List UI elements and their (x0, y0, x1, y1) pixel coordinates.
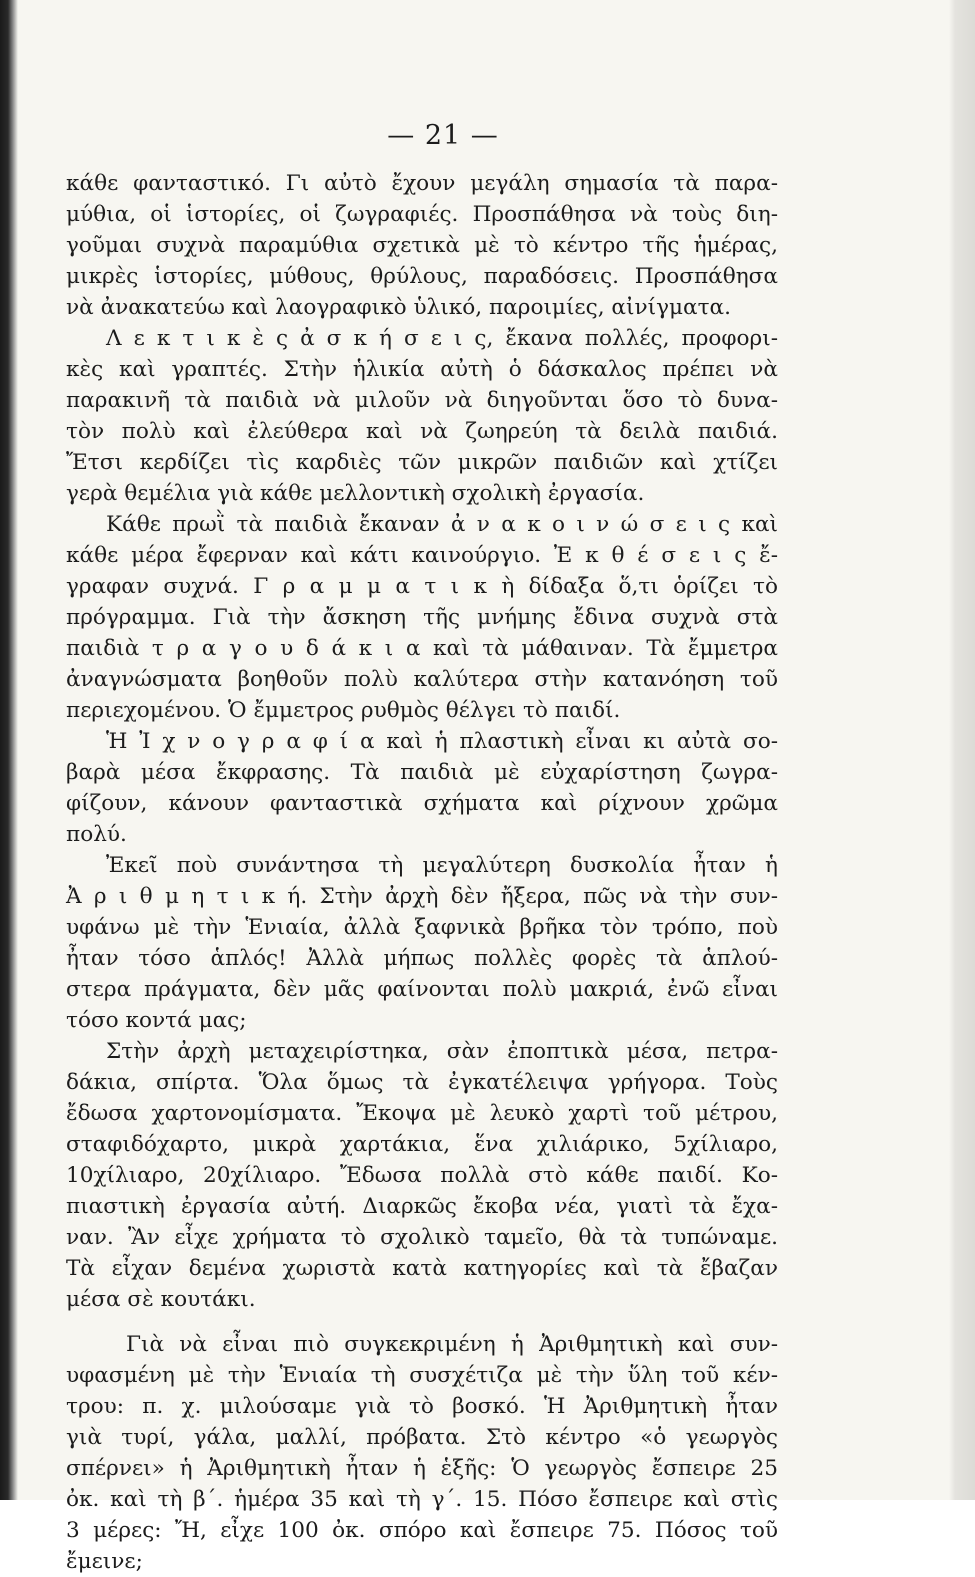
text-line: Ἐκεῖ ποὺ συνάντησα τὴ μεγαλύτερη δυσκολία ἦταν ἡ (106, 853, 778, 878)
text-line: τὸν πολὺ καὶ ἐλεύθερα καὶ νὰ ζωηρεύη τὰ δειλὰ παιδιά. (66, 419, 778, 444)
text-line: τρου: π. χ. μιλούσαμε γιὰ τὸ βοσκό. Ἡ Ἀριθμητικὴ ἦταν (66, 1394, 778, 1419)
text-line: πρόγραμμα. Γιὰ τὴν ἄσκηση τῆς μνήμης ἔδινα συχνὰ στὰ (66, 605, 778, 630)
text-line: μικρὲς ἱστορίες, μύθους, θρύλους, παραδόσεις. Προσπάθησα (66, 264, 778, 289)
text-line: Κάθε πρωῒ τὰ παιδιὰ ἔκαναν ἀ ν α κ ο ι ν ώ σ ε ι ς καὶ (106, 512, 778, 537)
scan-edge-right (949, 0, 975, 1500)
text-line: 3 μέρες: Ἤ, εἶχε 100 ὀκ. σπόρο καὶ ἔσπειρε 75. Πόσος τοῦ (66, 1518, 778, 1543)
text-line: ἔδωσα χαρτονομίσματα. Ἔκοψα μὲ λευκὸ χαρτὶ τοῦ μέτρου, (66, 1101, 778, 1126)
text-line: πολύ. (66, 822, 127, 847)
text-line: ὀκ. καὶ τὴ β΄. ἡμέρα 35 καὶ τὴ γ΄. 15. Πόσο ἔσπειρε καὶ στὶς (66, 1487, 778, 1512)
text-line: μέσα σὲ κουτάκι. (66, 1287, 256, 1312)
text-line: περιεχομένου. Ὁ ἔμμετρος ρυθμὸς θέλγει τὸ παιδί. (66, 698, 621, 723)
text-line: γιὰ τυρί, γάλα, μαλλί, πρόβατα. Στὸ κέντρο «ὁ γεωργὸς (66, 1425, 778, 1450)
text-line: Λ ε κ τ ι κ ὲ ς ἀ σ κ ή σ ε ι ς, ἔκανα πολλές, προφορι- (106, 326, 778, 351)
text-line: Ἡ Ἰ χ ν ο γ ρ α φ ί α καὶ ἡ πλαστικὴ εἶναι κι αὐτὰ σο- (106, 729, 778, 754)
text-line: ναν. Ἂν εἶχε χρήματα τὸ σχολικὸ ταμεῖο, θὰ τὰ τυπώναμε. (66, 1225, 778, 1250)
text-line: Στὴν ἀρχὴ μεταχειρίστηκα, σὰν ἐποπτικὰ μέσα, πετρα- (106, 1039, 778, 1064)
text-line: κὲς καὶ γραπτές. Στὴν ἡλικία αὐτὴ ὁ δάσκαλος πρέπει νὰ (66, 357, 778, 382)
text-line: γερὰ θεμέλια γιὰ κάθε μελλοντικὴ σχολικὴ ἐργασία. (66, 481, 645, 506)
scan-edge-left (0, 0, 18, 1500)
text-line: τόσο κοντά μας; (66, 1008, 247, 1033)
text-line: ἀναγνώσματα βοηθοῦν πολὺ καλύτερα στὴν κατανόηση τοῦ (66, 667, 778, 692)
text-line: γραφαν συχνά. Γ ρ α μ μ α τ ι κ ὴ δίδαξα ὅ,τι ὁρίζει τὸ (66, 574, 778, 599)
text-line: ἦταν τόσο ἁπλός! Ἀλλὰ μήπως πολλὲς φορὲς τὰ ἁπλού- (66, 946, 778, 971)
page-number: — 21 — (387, 120, 499, 151)
text-line: βαρὰ μέσα ἔκφρασης. Τὰ παιδιὰ μὲ εὐχαρίστηση ζωγρα- (66, 760, 778, 785)
paragraph-gap (66, 1315, 778, 1329)
text-line: στερα πράγματα, δὲν μᾶς φαίνονται πολὺ μακριά, ἐνῶ εἶναι (66, 977, 778, 1002)
text-line: σταφιδόχαρτο, μικρὰ χαρτάκια, ἕνα χιλιάρικο, 5χίλιαρο, (66, 1132, 778, 1157)
text-line: παιδιὰ τ ρ α γ ο υ δ ά κ ι α καὶ τὰ μάθαιναν. Τὰ ἔμμετρα (66, 636, 778, 661)
text-line: 10χίλιαρο, 20χίλιαρο. Ἔδωσα πολλὰ στὸ κάθε παιδί. Κο- (66, 1163, 778, 1188)
text-line: κάθε μέρα ἔφερναν καὶ κάτι καινούργιο. Ἐ κ θ έ σ ε ι ς ἔ- (66, 543, 778, 568)
text-line: φίζουν, κάνουν φανταστικὰ σχήματα καὶ ρίχνουν χρῶμα (66, 791, 778, 816)
text-line: πιαστικὴ ἐργασία αὐτή. Διαρκῶς ἔκοβα νέα, γιατὶ τὰ ἔχα- (66, 1194, 778, 1219)
text-line: νὰ ἀνακατεύω καὶ λαογραφικὸ ὑλικό, παροιμίες, αἰνίγματα. (66, 295, 731, 320)
text-line: υφάνω μὲ τὴν Ἑνιαία, ἀλλὰ ξαφνικὰ βρῆκα τὸν τρόπο, ποὺ (66, 915, 778, 940)
body-text (66, 168, 778, 1577)
text-line: Τὰ εἶχαν δεμένα χωριστὰ κατὰ κατηγορίες καὶ τὰ ἔβαζαν (66, 1256, 778, 1281)
text-line: γοῦμαι συχνὰ παραμύθια σχετικὰ μὲ τὸ κέντρο τῆς ἡμέρας, (66, 233, 778, 258)
text-line: παρακινῆ τὰ παιδιὰ νὰ μιλοῦν νὰ διηγοῦνται ὅσο τὸ δυνα- (66, 388, 778, 413)
text-line: υφασμένη μὲ τὴν Ἑνιαία τὴ συσχέτιζα μὲ τὴν ὕλη τοῦ κέν- (66, 1363, 778, 1388)
text-line: Ἀ ρ ι θ μ η τ ι κ ή. Στὴν ἀρχὴ δὲν ἤξερα, πῶς νὰ τὴν συν- (66, 884, 778, 909)
text-line: κάθε φανταστικό. Γι αὐτὸ ἔχουν μεγάλη σημασία τὰ παρα- (66, 171, 778, 196)
text-line: Ἔτσι κερδίζει τὶς καρδιὲς τῶν μικρῶν παιδιῶν καὶ χτίζει (66, 450, 778, 475)
text-line: σπέρνει» ἡ Ἀριθμητικὴ ἦταν ἡ ἑξῆς: Ὁ γεωργὸς ἔσπειρε 25 (66, 1456, 778, 1481)
text-line: Γιὰ νὰ εἶναι πιὸ συγκεκριμένη ἡ Ἀριθμητικὴ καὶ συν- (126, 1332, 778, 1357)
text-line: μύθια, οἱ ἱστορίες, οἱ ζωγραφιές. Προσπάθησα νὰ τοὺς διη- (66, 202, 778, 227)
text-line: ἔμεινε; (66, 1549, 143, 1574)
text-line: δάκια, σπίρτα. Ὅλα ὅμως τὰ ἐγκατέλειψα γρήγορα. Τοὺς (66, 1070, 778, 1095)
